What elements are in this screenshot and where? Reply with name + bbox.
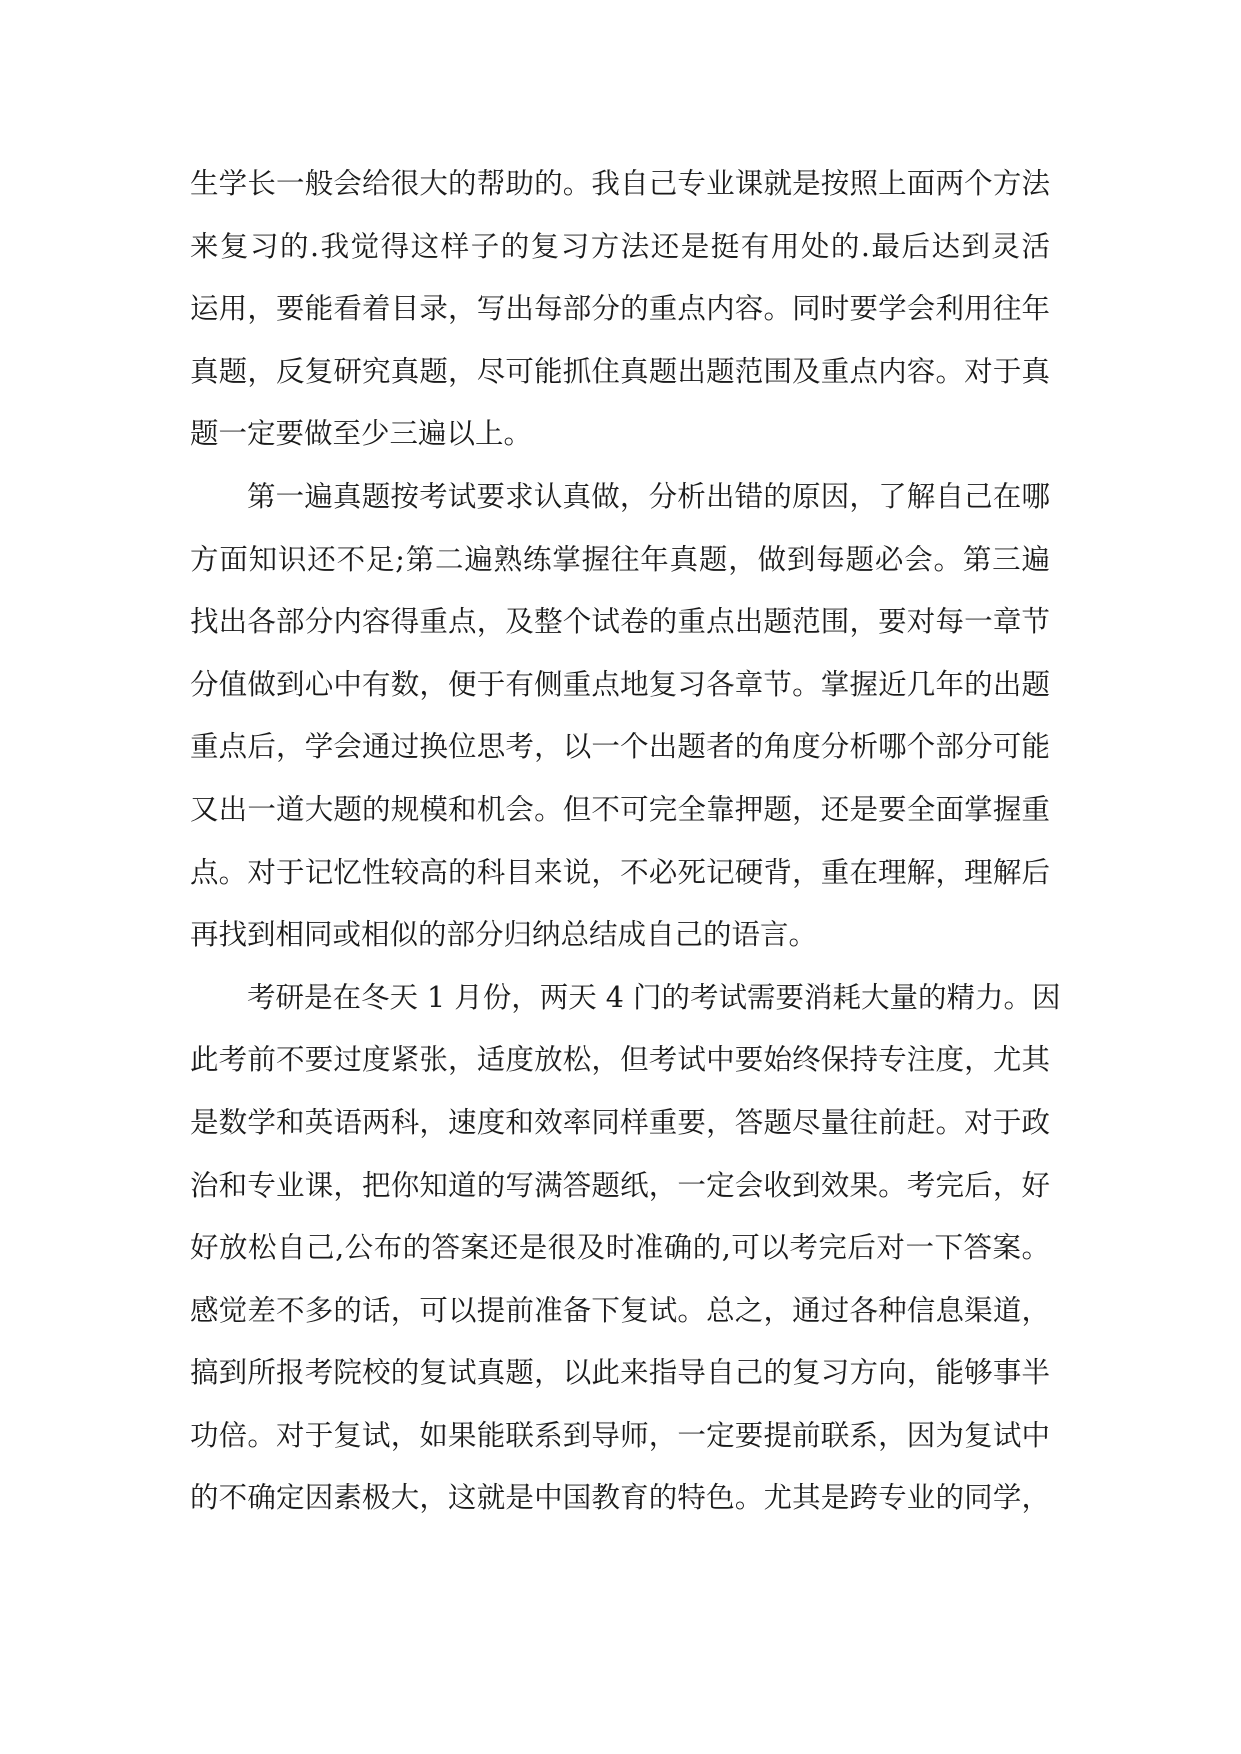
text-line: 感觉差不多的话，可以提前准备下复试。总之，通过各种信息渠道， [190,1293,1050,1327]
text-line: 点。对于记忆性较高的科目来说，不必死记硬背，重在理解，理解后 [190,855,1050,889]
text-line: 方面知识还不足;第二遍熟练掌握往年真题，做到每题必会。第三遍 [190,542,1050,576]
text-line: 生学长一般会给很大的帮助的。我自己专业课就是按照上面两个方法 [190,167,1050,200]
text-line: 考研是在冬天 1 月份，两天 4 门的考试需要消耗大量的精力。因 [247,980,1061,1014]
body-text [190,153,1061,1530]
text-line: 是数学和英语两科，速度和效率同样重要，答题尽量往前赶。对于政 [190,1105,1050,1139]
text-line: 的不确定因素极大，这就是中国教育的特色。尤其是跨专业的同学， [190,1481,1050,1515]
text-line: 真题，反复研究真题，尽可能抓住真题出题范围及重点内容。对于真 [190,354,1050,388]
text-line: 题一定要做至少三遍以上。 [190,417,533,451]
text-line: 治和专业课，把你知道的写满答题纸，一定会收到效果。考完后，好 [190,1168,1050,1202]
text-line: 找出各部分内容得重点，及整个试卷的重点出题范围，要对每一章节 [190,605,1050,639]
text-line: 又出一道大题的规模和机会。但不可完全靠押题，还是要全面掌握重 [190,792,1050,826]
text-line: 运用，要能看着目录，写出每部分的重点内容。同时要学会利用往年 [190,292,1050,326]
text-line: 重点后，学会通过换位思考，以一个出题者的角度分析哪个部分可能 [190,730,1050,764]
text-line: 再找到相同或相似的部分归纳总结成自己的语言。 [190,918,818,952]
text-line: 功倍。对于复试，如果能联系到导师，一定要提前联系，因为复试中 [190,1418,1050,1452]
text-line: 好放松自己,公布的答案还是很及时准确的,可以考完后对一下答案。 [190,1231,1050,1265]
text-line: 第一遍真题按考试要求认真做，分析出错的原因，了解自己在哪 [247,479,1050,513]
text-line: 来复习的.我觉得这样子的复习方法还是挺有用处的.最后达到灵活 [190,229,1050,263]
text-line: 搞到所报考院校的复试真题，以此来指导自己的复习方向，能够事半 [190,1356,1050,1390]
text-line: 分值做到心中有数，便于有侧重点地复习各章节。掌握近几年的出题 [190,667,1050,701]
text-line: 此考前不要过度紧张，适度放松，但考试中要始终保持专注度，尤其 [190,1043,1050,1077]
